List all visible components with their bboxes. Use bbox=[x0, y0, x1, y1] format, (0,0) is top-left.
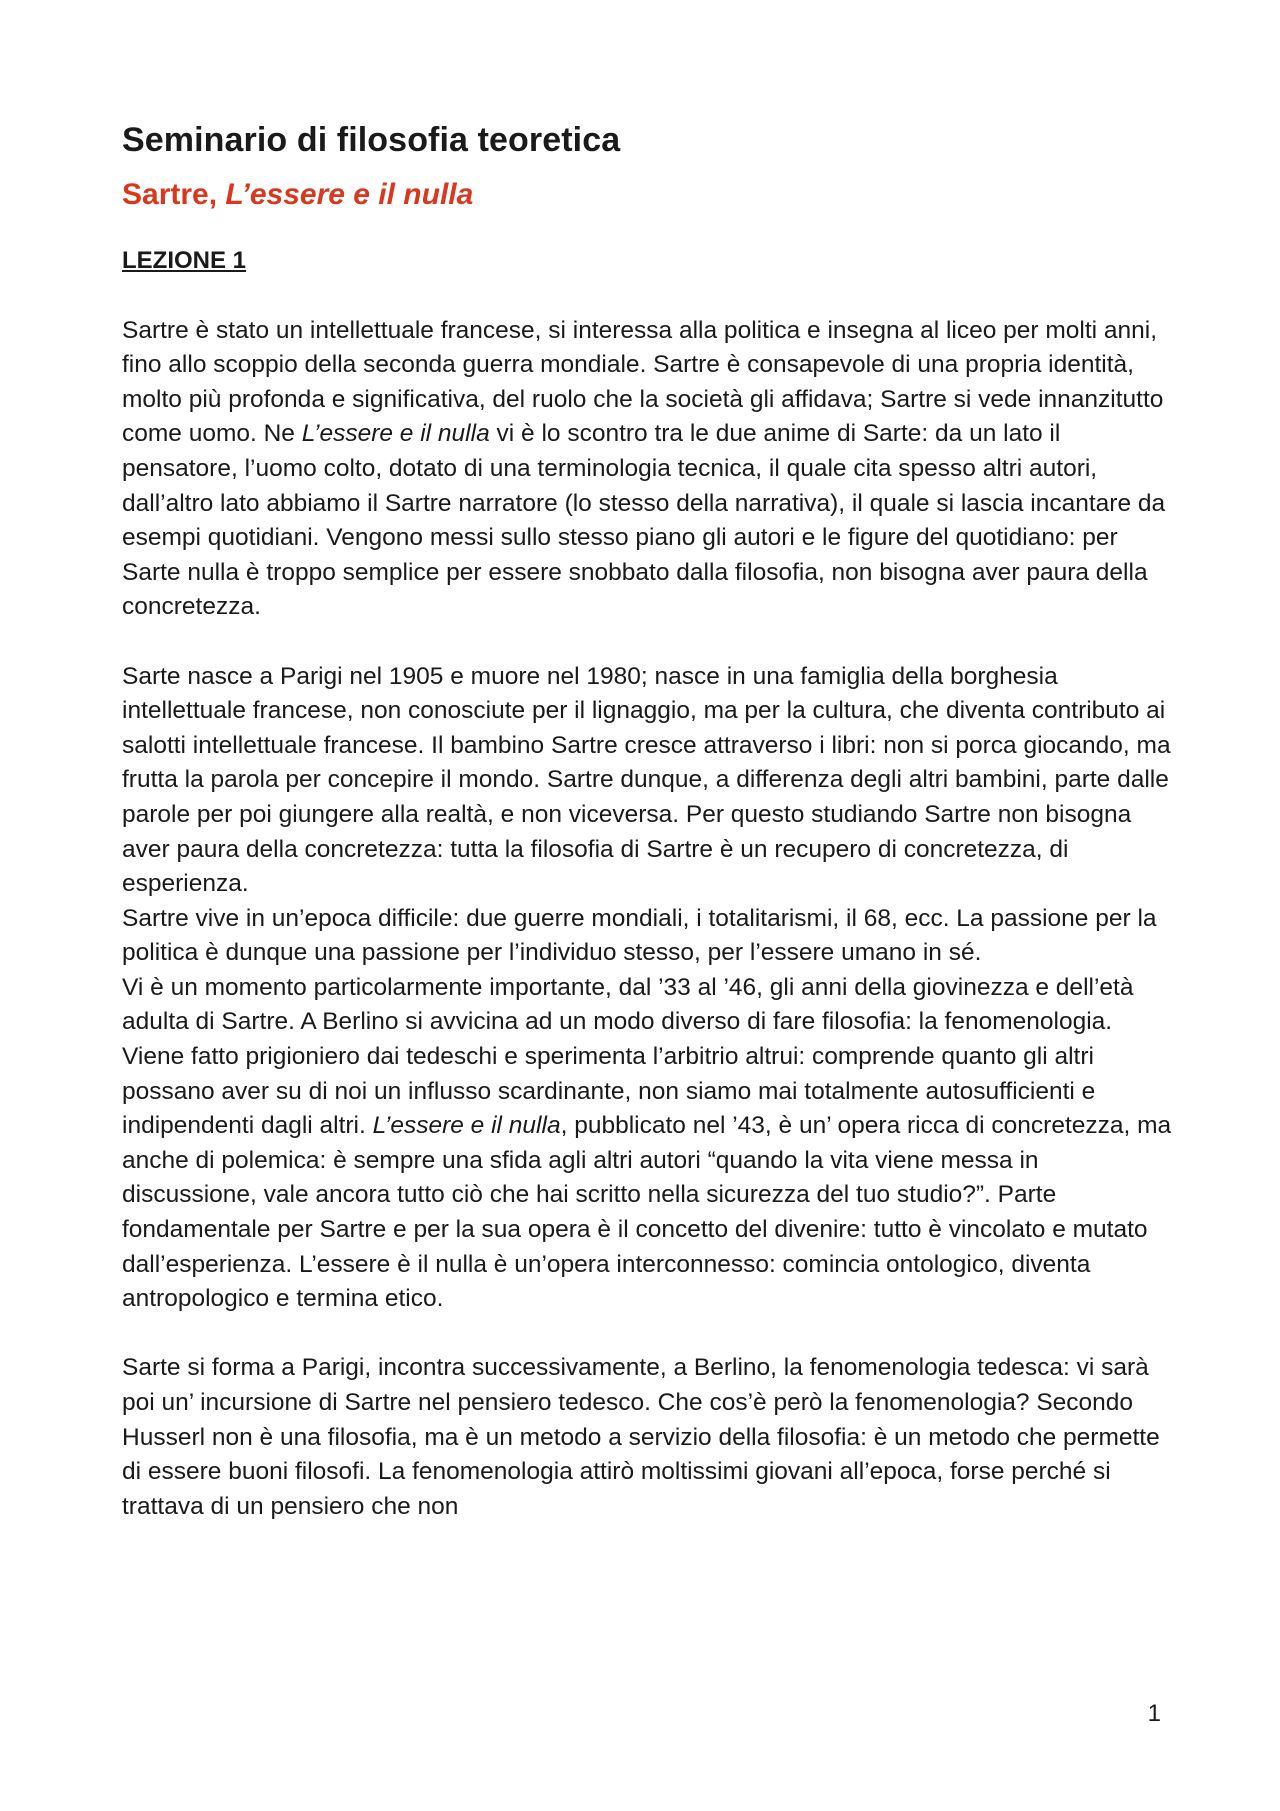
paragraph-4 bbox=[122, 971, 1172, 1317]
paragraph-3: Sartre vive in un’epoca difficile: due guerre mondiali, i totalitarismi, il 68, ecc. La passione per la politica è dunque una passione per l’individuo stesso, per l’essere umano in sé. bbox=[122, 904, 1157, 967]
paragraph-5: Sarte si forma a Parigi, incontra successivamente, a Berlino, la fenomenologia tedesca: vi sarà poi un’ incursione di Sartre nel pensiero tedesco. Che cos’è però la fenomenologia? Secondo Husserl non è una filosofia, ma è un metodo a servizio della filosofia: è un metodo che permette di essere buoni filosofi. La fenomenologia attirò moltissimi giovani all’epoca, forse perché si trattava di un pensiero che non bbox=[122, 1354, 1160, 1520]
paragraph-1-work-title: L’essere e il nulla bbox=[301, 420, 490, 448]
paragraph-4-part-a: Vi è un momento particolarmente importante, dal ’33 al ’46, gli anni della giovinezza e dell’età adulta di Sartre. A Berlino si avvicina ad un modo diverso di fare filosofia: la fenomenologia. Viene fatto prigioniero dai tedeschi e sperimenta l’arbitrio altrui: comprende quanto gli altri possano aver su di noi un influsso scardinante, non siamo mai totalmente autosufficienti e indipendenti dagli altri. bbox=[122, 973, 1134, 1140]
paragraph-1-part-a: Sartre è stato un intellettuale francese, si interessa alla politica e insegna al liceo per molti anni, fino allo scoppio della seconda guerra mondiale. Sartre è consapevole di una propria identità, molto più profonda e significativa, del ruolo che la società gli affidava; Sartre si vede innanzitutto come uomo. Ne bbox=[122, 316, 1164, 448]
paragraph-1-part-b: vi è lo scontro tra le due anime di Sarte: da un lato il pensatore, l’uomo colto, dotato di una terminologia tecnica, il quale cita spesso altri autori, dall’altro lato abbiamo il Sartre narratore (lo stesso della narrativa), il quale si lascia incantare da esempi quotidiani. Vengono messi sullo stesso piano gli autori e le figure del quotidiano: per Sarte nulla è troppo semplice per essere snobbato dalla filosofia, non bisogna aver paura della concretezza. bbox=[122, 420, 1166, 621]
paragraph-1 bbox=[122, 314, 1172, 625]
document-title: Seminario di filosofia teoretica bbox=[122, 121, 621, 159]
subtitle-author: Sartre, bbox=[122, 177, 218, 211]
document-subtitle bbox=[122, 177, 1172, 213]
page-number: 1 bbox=[1147, 1700, 1161, 1727]
document-page bbox=[122, 120, 1172, 1524]
paragraph-4-part-b: , pubblicato nel ’43, è un’ opera ricca di concretezza, ma anche di polemica: è sempre una sfida agli altri autori “quando la vita viene messa in discussione, vale ancora tutto ciò che hai scritto nella sicurezza del tuo studio?”. Parte fondamentale per Sartre e per la sua opera è il concetto del divenire: tutto è vincolato e mutato dall’esperienza. L’essere è il nulla è un’opera interconnesso: comincia ontologico, diventa antropologico e termina etico. bbox=[122, 1112, 1172, 1313]
subtitle-work: L’essere e il nulla bbox=[225, 177, 474, 211]
paragraph-2: Sarte nasce a Parigi nel 1905 e muore nel 1980; nasce in una famiglia della borghesia intellettuale francese, non conosciute per il lignaggio, ma per la cultura, che diventa contributo ai salotti intellettuale francese. Il bambino Sartre cresce attraverso i libri: non si porca giocando, ma frutta la parola per concepire il mondo. Sartre dunque, a differenza degli altri bambini, parte dalle parole per poi giungere alla realtà, e non viceversa. Per questo studiando Sartre non bisogna aver paura della concretezza: tutta la filosofia di Sartre è un recupero di concretezza, di esperienza. bbox=[122, 662, 1171, 898]
lesson-heading: LEZIONE 1 bbox=[122, 246, 247, 274]
paragraph-4-work-title: L’essere e il nulla bbox=[372, 1112, 561, 1140]
